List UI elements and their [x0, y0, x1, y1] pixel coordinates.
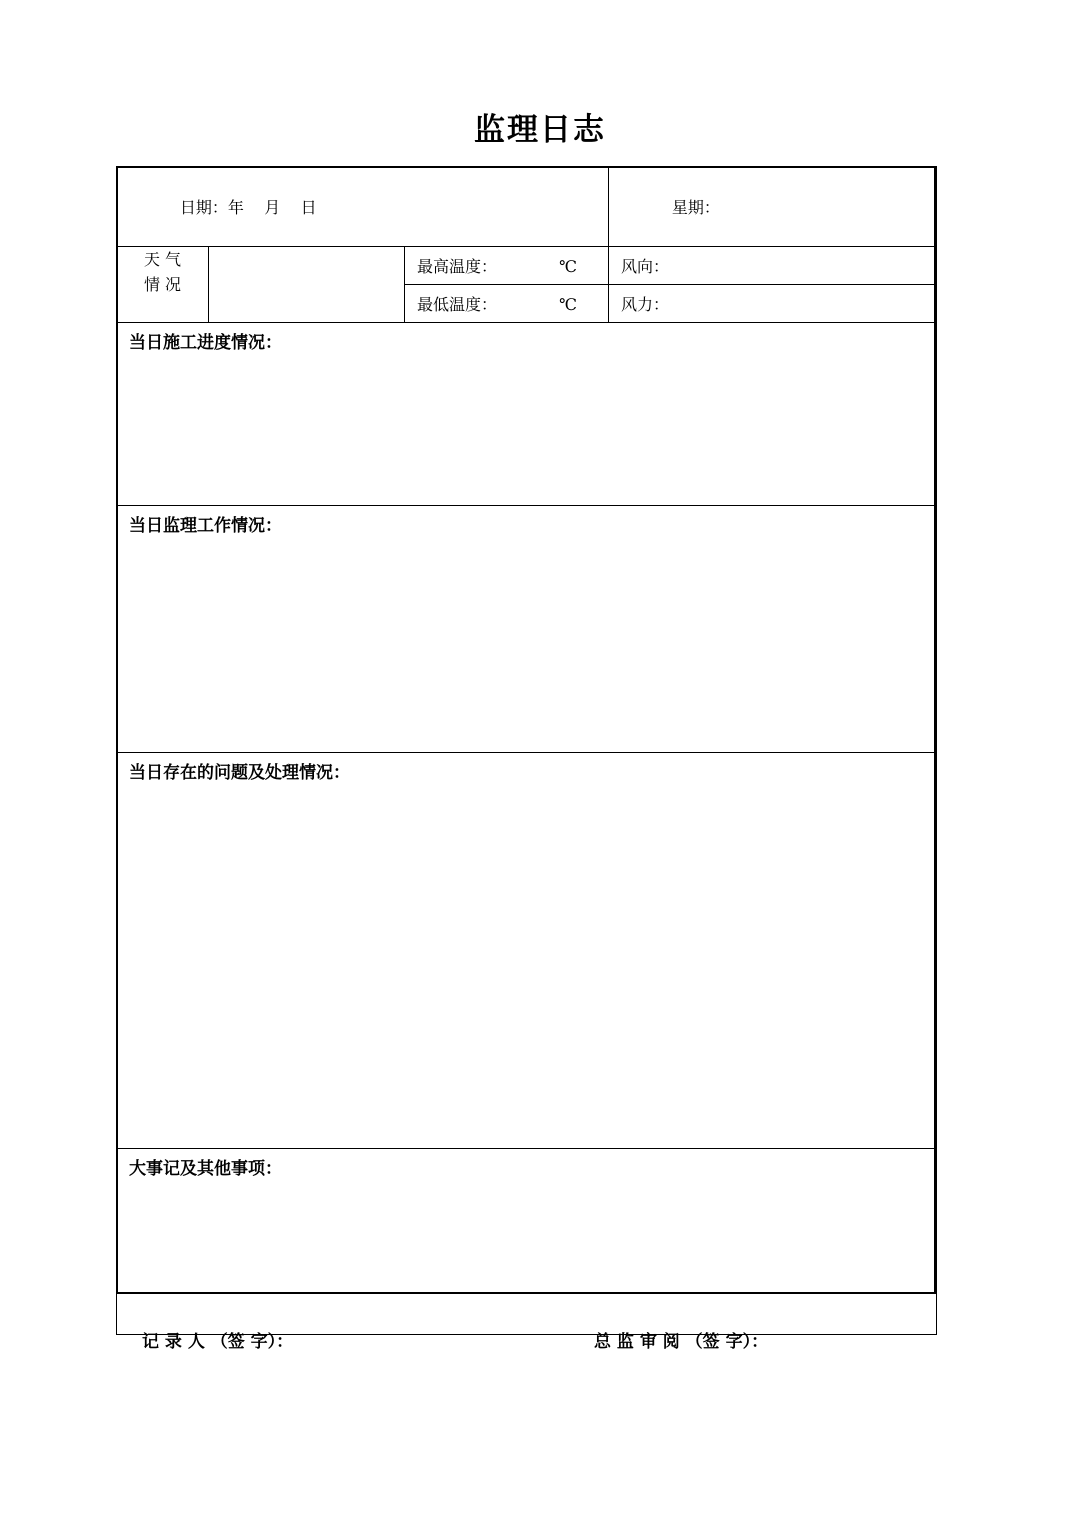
weekday-label: 星期：	[671, 198, 720, 217]
weather-row-1	[117, 247, 937, 285]
section-body-supervision	[117, 537, 958, 551]
wind-direction-label: 风向：	[621, 257, 670, 276]
temp-max-label: 最高温度：	[417, 257, 498, 276]
temp-max-cell[interactable]	[405, 247, 609, 285]
section-cell-issues[interactable]	[117, 753, 937, 1149]
weather-value	[209, 247, 404, 261]
chief-signature-label: 总 监 审 阅 （签 字）：	[594, 1332, 769, 1352]
temp-min-cell[interactable]	[405, 285, 609, 323]
weather-label-line1: 天 气	[143, 250, 182, 269]
section-title-progress: 当日施工进度情况：	[129, 333, 282, 353]
page-title: 监理日志	[474, 112, 606, 148]
section-cell-progress[interactable]	[117, 323, 937, 506]
section-title-issues: 当日存在的问题及处理情况：	[129, 763, 350, 783]
weather-label-line2: 情 况	[143, 275, 182, 294]
wind-force-label: 风力：	[621, 295, 670, 314]
date-value: 年 月 日	[227, 198, 317, 217]
weekday-cell[interactable]	[609, 167, 937, 247]
section-body-events	[117, 1180, 958, 1194]
section-row-progress	[117, 323, 937, 506]
section-cell-supervision[interactable]	[117, 506, 937, 753]
weather-value-cell[interactable]	[209, 247, 405, 323]
log-form-table	[116, 166, 937, 1335]
temp-max-unit: ℃	[559, 257, 577, 276]
date-row	[117, 167, 937, 247]
weather-label-cell	[117, 247, 209, 323]
section-row-events	[117, 1149, 937, 1335]
date-label: 日期：	[179, 198, 228, 217]
section-row-issues	[117, 753, 937, 1149]
section-cell-events[interactable]	[117, 1149, 937, 1335]
temp-min-unit: ℃	[559, 295, 577, 314]
section-row-supervision	[117, 506, 937, 753]
date-cell[interactable]	[117, 167, 609, 247]
section-body-progress	[117, 354, 958, 368]
wind-direction-cell[interactable]	[609, 247, 937, 285]
temp-min-label: 最低温度：	[417, 295, 498, 314]
recorder-signature-label: 记 录 人 （签 字）：	[142, 1332, 294, 1352]
wind-force-cell[interactable]	[609, 285, 937, 323]
section-title-events: 大事记及其他事项：	[129, 1159, 282, 1179]
section-body-issues	[117, 784, 958, 798]
section-title-supervision: 当日监理工作情况：	[129, 516, 282, 536]
